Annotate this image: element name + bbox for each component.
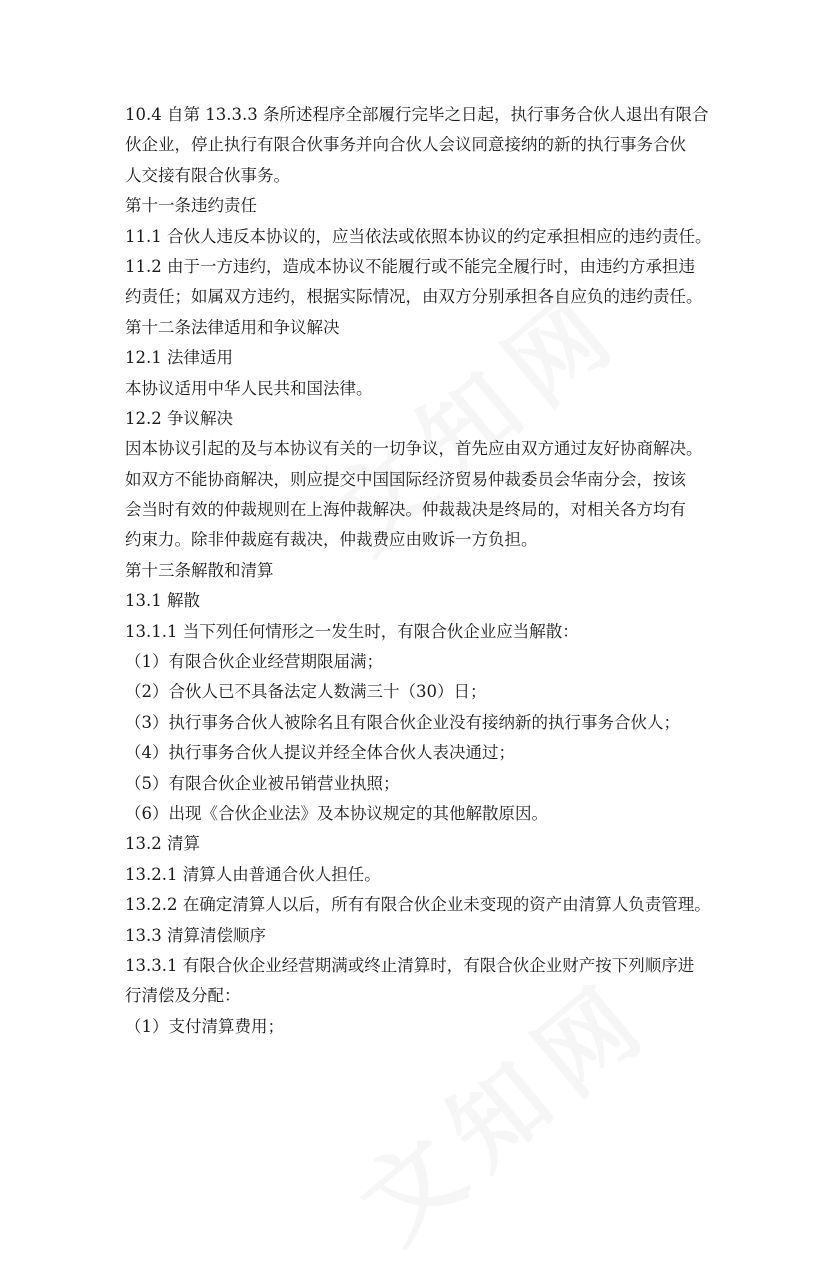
paragraph-line: 10.4 自第 13.3.3 条所述程序全部履行完毕之日起，执行事务合伙人退出有限合 — [125, 105, 709, 124]
section-heading: 第十二条法律适用和争议解决 — [125, 317, 340, 337]
list-item: （1）支付清算费用； — [125, 1016, 284, 1036]
subsection-heading: 12.1 法律适用 — [125, 348, 233, 368]
list-item: （3）执行事务合伙人被除名且有限合伙企业没有接纳新的执行事务合伙人； — [125, 712, 680, 732]
paragraph-line: 约责任；如属双方违约，根据实际情况，由双方分别承担各自应负的违约责任。 — [125, 287, 703, 307]
paragraph-line: 会当时有效的仲裁规则在上海仲裁解决。仲裁裁决是终局的，对相关各方均有 — [125, 500, 686, 520]
paragraph-line: 本协议适用中华人民共和国法律。 — [125, 378, 373, 398]
paragraph-line: 13.3.1 有限合伙企业经营期满或终止清算时，有限合伙企业财产按下列顺序进 — [125, 955, 695, 975]
subsection-heading: 12.2 争议解决 — [125, 408, 233, 428]
paragraph-line: 人交接有限合伙事务。 — [125, 165, 290, 185]
paragraph-line: 13.2.2 在确定清算人以后，所有有限合伙企业未变现的资产由清算人负责管理。 — [125, 895, 711, 915]
paragraph-line: 约束力。除非仲裁庭有裁决，仲裁费应由败诉一方负担。 — [125, 530, 538, 550]
subsection-heading: 13.1 解散 — [125, 591, 200, 611]
paragraph-line: 11.1 合伙人违反本协议的，应当依法或依照本协议的约定承担相应的违约责任。 — [125, 226, 712, 246]
paragraph-line: 13.2.1 清算人由普通合伙人担任。 — [125, 864, 381, 884]
paragraph-line: 因本协议引起的及与本协议有关的一切争议，首先应由双方通过友好协商解决。 — [125, 439, 703, 459]
list-item: （1）有限合伙企业经营期限届满； — [125, 652, 383, 672]
subsection-heading: 13.2 清算 — [125, 834, 200, 854]
document-body — [125, 100, 720, 1042]
subsection-heading: 13.3 清算清偿顺序 — [125, 925, 266, 945]
list-item: （5）有限合伙企业被吊销营业执照； — [125, 773, 400, 793]
list-item: （2）合伙人已不具备法定人数满三十（30）日； — [125, 682, 487, 702]
paragraph-line: 伙企业，停止执行有限合伙事务并向合伙人会议同意接纳的新的执行事务合伙 — [125, 135, 686, 155]
list-item: （6）出现《合伙企业法》及本协议规定的其他解散原因。 — [125, 803, 548, 823]
section-heading: 第十一条违约责任 — [125, 196, 257, 216]
paragraph-line: 行清偿及分配： — [125, 986, 241, 1006]
paragraph-line: 11.2 由于一方违约，造成本协议不能履行或不能完全履行时，由违约方承担违 — [125, 256, 695, 276]
section-heading: 第十三条解散和清算 — [125, 560, 274, 580]
paragraph-line: 如双方不能协商解决，则应提交中国国际经济贸易仲裁委员会华南分会，按该 — [125, 469, 686, 489]
list-item: （4）执行事务合伙人提议并经全体合伙人表决通过； — [125, 743, 515, 763]
paragraph-line: 13.1.1 当下列任何情形之一发生时，有限合伙企业应当解散： — [125, 621, 579, 641]
